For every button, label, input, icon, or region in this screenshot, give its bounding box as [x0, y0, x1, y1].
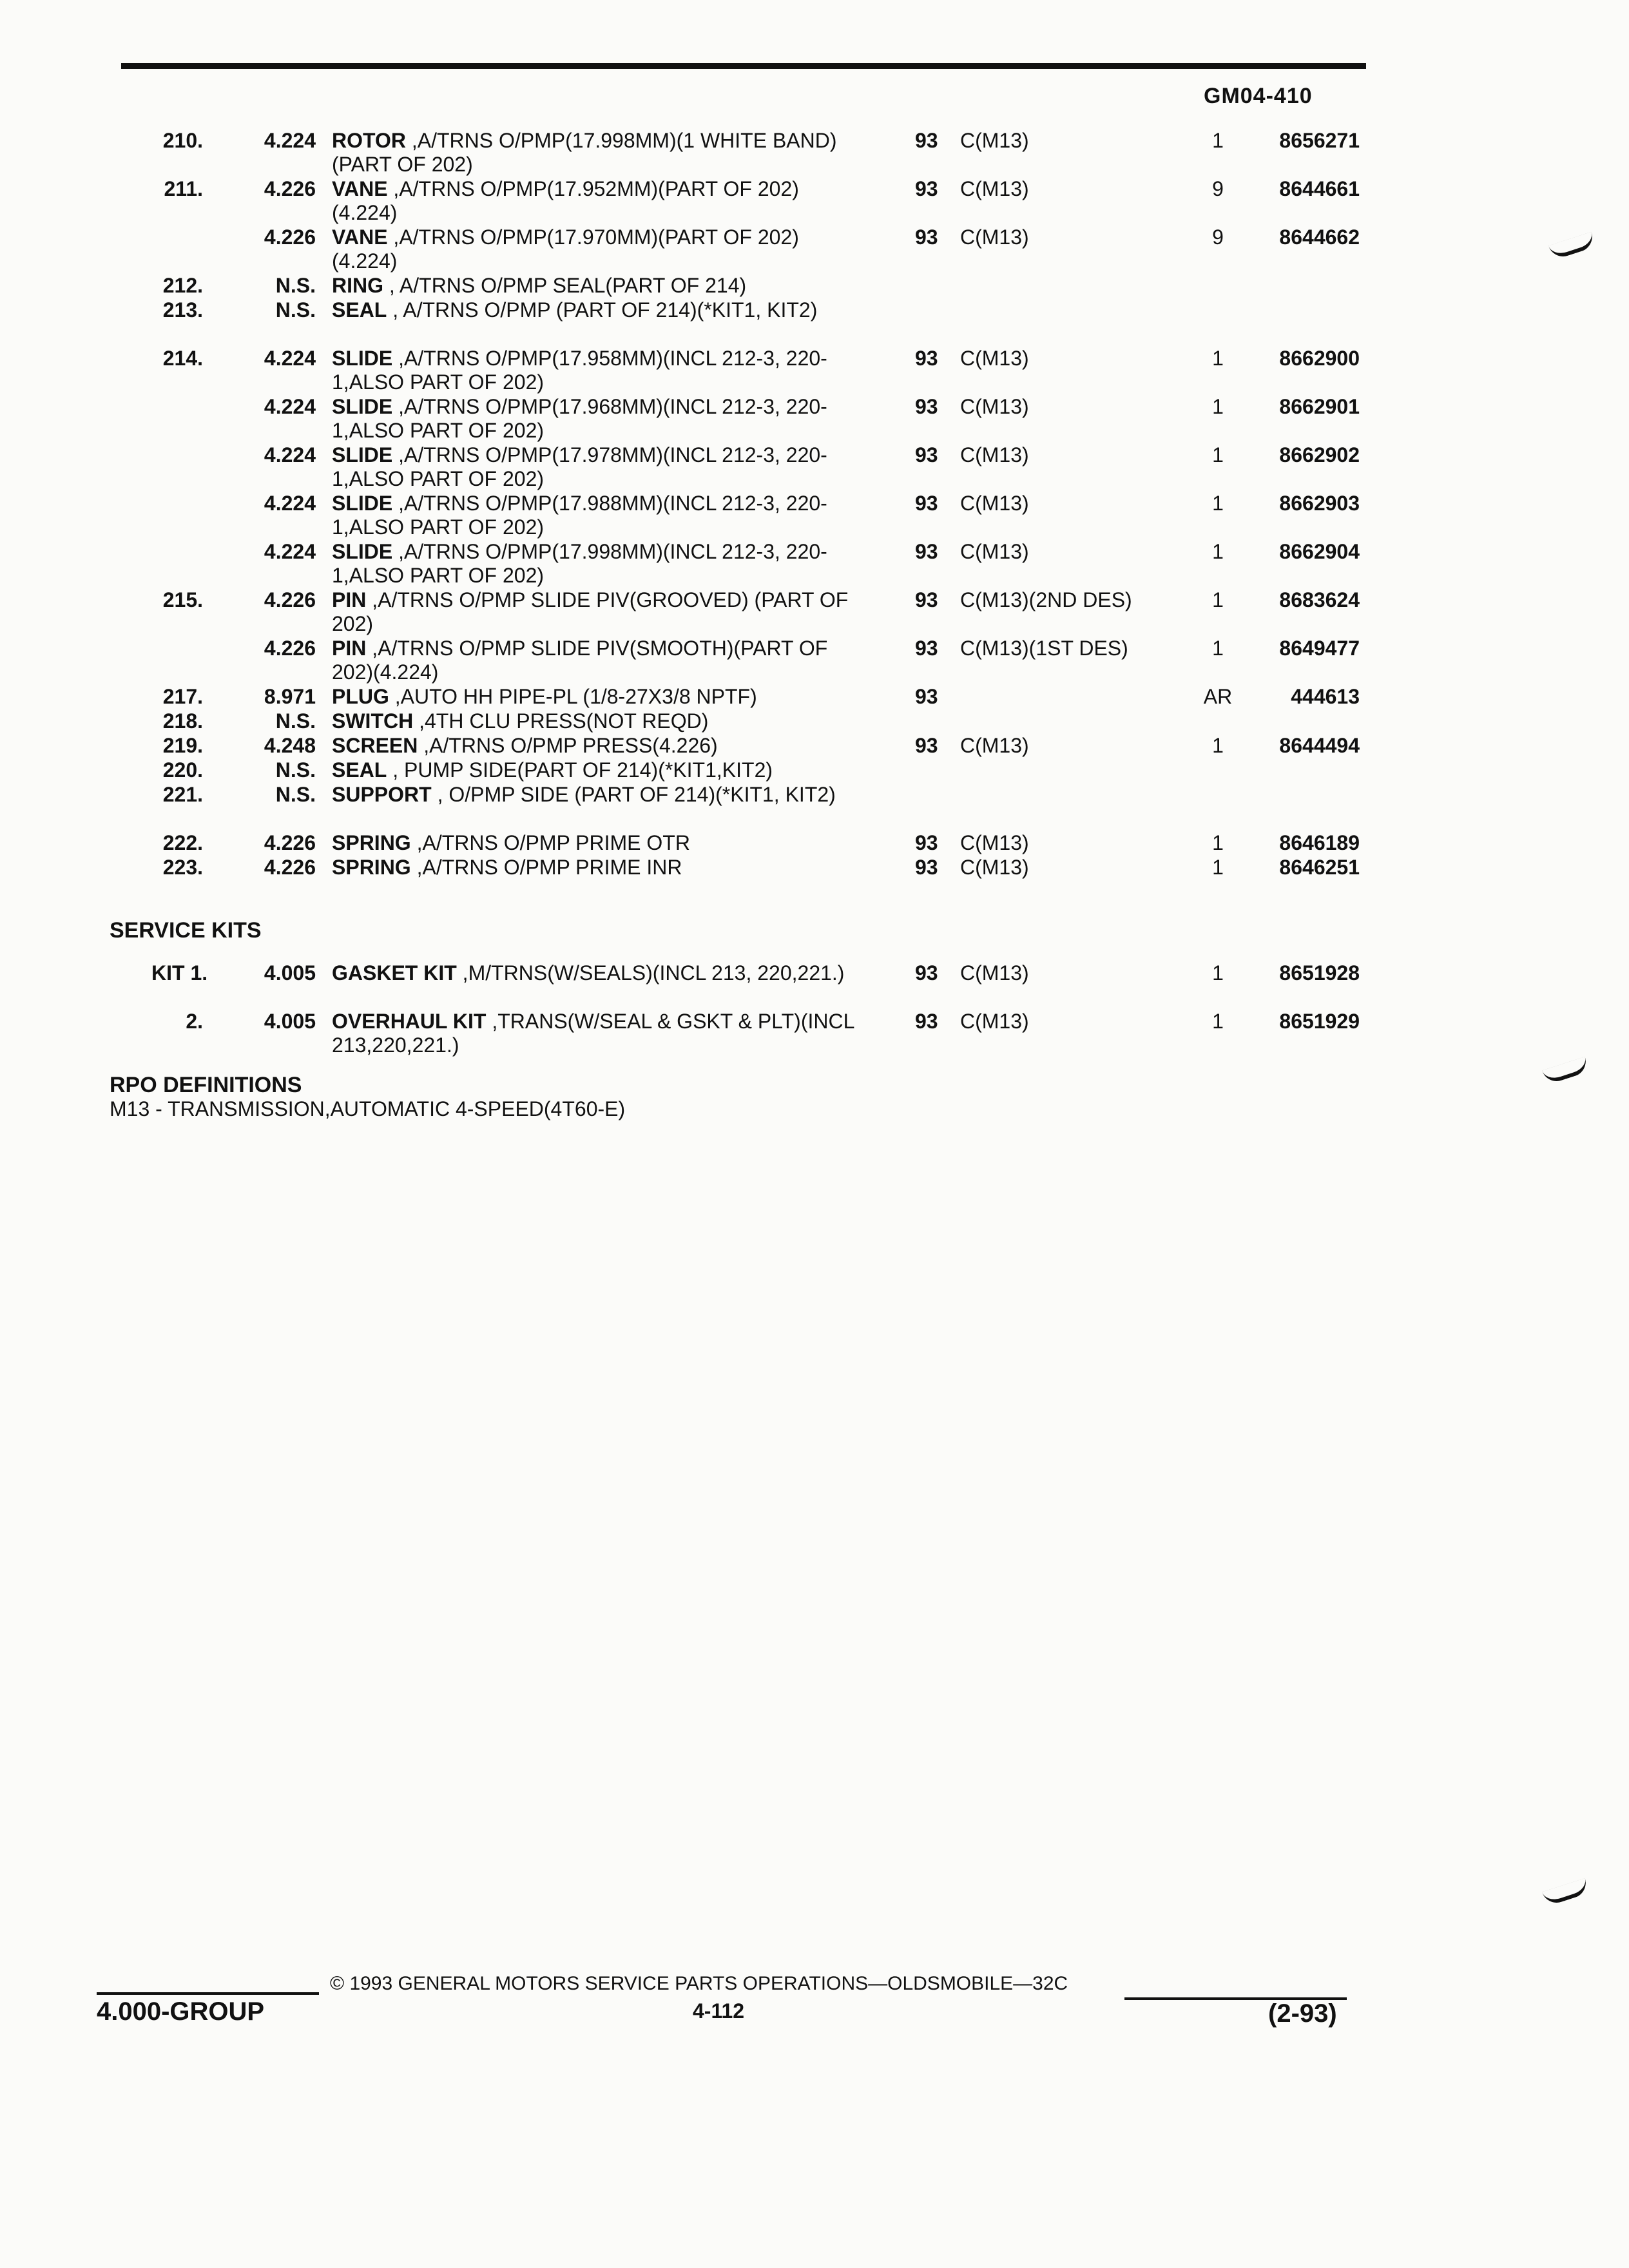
part-number: 444613	[1291, 685, 1360, 708]
service-kits-heading: SERVICE KITS	[110, 918, 262, 943]
quantity: 1	[1212, 492, 1224, 515]
table-row	[0, 347, 1629, 395]
table-row	[0, 709, 1629, 734]
group-number: N.S.	[275, 709, 316, 733]
quantity: 1	[1212, 961, 1224, 985]
part-detail: ,TRANS(W/SEAL & GSKT & PLT)(INCL 213,220,221.)	[332, 1010, 854, 1057]
part-name: OVERHAUL KIT	[332, 1010, 487, 1033]
part-description	[332, 637, 860, 684]
part-name: PLUG	[332, 685, 389, 708]
quantity: 1	[1212, 856, 1224, 879]
model-year: 93	[915, 1010, 938, 1033]
model-year: 93	[915, 734, 938, 757]
part-detail: ,A/TRNS O/PMP(17.998MM)(INCL 212-3, 220-1,ALSO PART OF 202)	[332, 540, 827, 587]
quantity: 9	[1212, 226, 1224, 249]
part-number: 8662902	[1279, 443, 1360, 466]
quantity: 1	[1212, 588, 1224, 611]
part-detail: ,A/TRNS O/PMP SLIDE PIV(GROOVED) (PART OF 202)	[332, 588, 849, 635]
part-detail: ,4TH CLU PRESS(NOT REQD)	[419, 709, 709, 733]
usage-condition: C(M13)	[960, 1010, 1029, 1033]
table-row	[0, 831, 1629, 856]
quantity: 1	[1212, 129, 1224, 152]
part-number: 8644662	[1279, 226, 1360, 249]
table-row	[0, 588, 1629, 637]
part-detail: ,A/TRNS O/PMP(17.970MM)(PART OF 202)(4.224)	[332, 226, 799, 273]
part-detail: , O/PMP SIDE (PART OF 214)(*KIT1, KIT2)	[437, 783, 836, 806]
part-detail: , A/TRNS O/PMP SEAL(PART OF 214)	[389, 274, 747, 297]
part-name: PIN	[332, 588, 367, 611]
model-year: 93	[915, 492, 938, 515]
part-description	[332, 347, 860, 394]
part-description	[332, 129, 860, 177]
table-row	[0, 758, 1629, 783]
part-description	[332, 395, 860, 443]
part-number: 8683624	[1279, 588, 1360, 611]
part-name: SEAL	[332, 298, 387, 322]
quantity: 1	[1212, 1010, 1224, 1033]
part-detail: ,A/TRNS O/PMP PRIME INR	[416, 856, 682, 879]
quantity: 9	[1212, 177, 1224, 200]
quantity: 1	[1212, 734, 1224, 757]
model-year: 93	[915, 831, 938, 854]
part-detail: , PUMP SIDE(PART OF 214)(*KIT1,KIT2)	[392, 758, 773, 782]
top-rule	[121, 63, 1366, 69]
part-name: SPRING	[332, 856, 411, 879]
model-year: 93	[915, 637, 938, 660]
model-year: 93	[915, 226, 938, 249]
part-detail: ,M/TRNS(W/SEALS)(INCL 213, 220,221.)	[462, 961, 845, 985]
table-row	[0, 540, 1629, 588]
part-detail: ,A/TRNS O/PMP(17.978MM)(INCL 212-3, 220-1,ALSO PART OF 202)	[332, 443, 827, 490]
table-row	[0, 129, 1629, 177]
part-description	[332, 709, 860, 733]
part-description	[332, 540, 860, 588]
part-number: 8662903	[1279, 492, 1360, 515]
usage-condition: C(M13)	[960, 540, 1029, 563]
footer-group: 4.000-GROUP	[97, 1997, 265, 2026]
part-name: SCREEN	[332, 734, 418, 757]
ref-number: KIT 1.	[151, 961, 208, 985]
group-number: 4.226	[264, 637, 316, 660]
part-name: VANE	[332, 226, 388, 249]
part-name: SWITCH	[332, 709, 414, 733]
part-name: PIN	[332, 637, 367, 660]
footer-date: (2-93)	[1268, 1999, 1337, 2028]
group-number: 4.226	[264, 856, 316, 879]
group-number: 4.248	[264, 734, 316, 757]
ref-number: 2.	[186, 1010, 203, 1033]
usage-condition: C(M13)	[960, 347, 1029, 370]
part-name: SLIDE	[332, 443, 393, 466]
group-number: 4.005	[264, 1010, 316, 1033]
usage-condition: C(M13)	[960, 831, 1029, 854]
part-detail: ,A/TRNS O/PMP PRESS(4.226)	[423, 734, 718, 757]
ref-number: 222.	[162, 831, 203, 854]
rpo-definition: M13 - TRANSMISSION,AUTOMATIC 4-SPEED(4T60-E)	[110, 1097, 626, 1120]
group-number: N.S.	[275, 758, 316, 782]
part-name: SLIDE	[332, 395, 393, 418]
part-name: GASKET KIT	[332, 961, 457, 985]
part-detail: ,A/TRNS O/PMP SLIDE PIV(SMOOTH)(PART OF 202)(4.224)	[332, 637, 828, 684]
part-detail: ,A/TRNS O/PMP(17.968MM)(INCL 212-3, 220-1,ALSO PART OF 202)	[332, 395, 827, 442]
model-year: 93	[915, 685, 938, 708]
part-description	[332, 177, 860, 225]
part-name: SLIDE	[332, 540, 393, 563]
ref-number: 213.	[162, 298, 203, 322]
table-row	[0, 1010, 1629, 1058]
ref-number: 214.	[162, 347, 203, 370]
group-number: 4.224	[264, 540, 316, 563]
part-description	[332, 226, 860, 273]
usage-condition: C(M13)	[960, 961, 1029, 985]
model-year: 93	[915, 347, 938, 370]
part-description	[332, 758, 860, 782]
part-detail: ,AUTO HH PIPE-PL (1/8-27X3/8 NPTF)	[394, 685, 757, 708]
part-number: 8662900	[1279, 347, 1360, 370]
model-year: 93	[915, 395, 938, 418]
table-row	[0, 961, 1629, 1010]
group-number: 4.226	[264, 588, 316, 611]
quantity: 1	[1212, 443, 1224, 466]
quantity: 1	[1212, 540, 1224, 563]
group-number: N.S.	[275, 783, 316, 806]
part-number: 8646189	[1279, 831, 1360, 854]
part-number: 8651928	[1279, 961, 1360, 985]
ref-number: 218.	[162, 709, 203, 733]
table-row	[0, 298, 1629, 347]
ref-number: 217.	[162, 685, 203, 708]
group-number: 8.971	[264, 685, 316, 708]
part-name: SUPPORT	[332, 783, 432, 806]
page-id: GM04-410	[1204, 84, 1313, 108]
part-description	[332, 1010, 860, 1057]
group-number: N.S.	[275, 298, 316, 322]
part-detail: ,A/TRNS O/PMP PRIME OTR	[416, 831, 690, 854]
part-name: SLIDE	[332, 492, 393, 515]
part-number: 8646251	[1279, 856, 1360, 879]
parts-list	[0, 129, 1629, 904]
service-kits-list	[0, 961, 1629, 1058]
part-number: 8656271	[1279, 129, 1360, 152]
model-year: 93	[915, 177, 938, 200]
quantity: AR	[1203, 685, 1233, 708]
table-row	[0, 443, 1629, 492]
table-row	[0, 637, 1629, 685]
table-row	[0, 734, 1629, 758]
ref-number: 211.	[164, 177, 203, 200]
group-number: 4.224	[264, 443, 316, 466]
part-description	[332, 734, 860, 758]
part-name: VANE	[332, 177, 388, 200]
part-name: ROTOR	[332, 129, 406, 152]
table-row	[0, 274, 1629, 298]
table-row	[0, 856, 1629, 904]
table-row	[0, 685, 1629, 709]
part-number: 8644661	[1279, 177, 1360, 200]
model-year: 93	[915, 129, 938, 152]
scan-mark	[1542, 1057, 1590, 1085]
part-name: RING	[332, 274, 383, 297]
scan-mark	[1542, 1878, 1590, 1907]
model-year: 93	[915, 588, 938, 611]
usage-condition: C(M13)	[960, 129, 1029, 152]
footer-page-number: 4-112	[693, 1999, 745, 2023]
ref-number: 220.	[162, 758, 203, 782]
part-description	[332, 588, 860, 636]
part-description	[332, 274, 860, 298]
group-number: 4.224	[264, 492, 316, 515]
model-year: 93	[915, 961, 938, 985]
model-year: 93	[915, 540, 938, 563]
usage-condition: C(M13)	[960, 395, 1029, 418]
table-row	[0, 783, 1629, 831]
ref-number: 210.	[162, 129, 203, 152]
quantity: 1	[1212, 347, 1224, 370]
group-number: N.S.	[275, 274, 316, 297]
usage-condition: C(M13)	[960, 492, 1029, 515]
group-number: 4.224	[264, 129, 316, 152]
table-row	[0, 226, 1629, 274]
part-number: 8662904	[1279, 540, 1360, 563]
part-description	[332, 298, 860, 322]
model-year: 93	[915, 443, 938, 466]
ref-number: 219.	[162, 734, 203, 757]
group-number: 4.226	[264, 226, 316, 249]
part-description	[332, 492, 860, 539]
group-number: 4.005	[264, 961, 316, 985]
part-description	[332, 856, 860, 879]
footer-rule-left	[97, 1992, 319, 1995]
part-detail: ,A/TRNS O/PMP(17.958MM)(INCL 212-3, 220-1,ALSO PART OF 202)	[332, 347, 827, 394]
part-number: 8649477	[1279, 637, 1360, 660]
part-detail: ,A/TRNS O/PMP(17.998MM)(1 WHITE BAND)(PART OF 202)	[332, 129, 837, 176]
model-year: 93	[915, 856, 938, 879]
quantity: 1	[1212, 831, 1224, 854]
usage-condition: C(M13)	[960, 734, 1029, 757]
part-name: SEAL	[332, 758, 387, 782]
part-description	[332, 961, 860, 985]
group-number: 4.224	[264, 347, 316, 370]
quantity: 1	[1212, 637, 1224, 660]
part-description	[332, 685, 860, 709]
ref-number: 212.	[162, 274, 203, 297]
part-name: SPRING	[332, 831, 411, 854]
part-detail: , A/TRNS O/PMP (PART OF 214)(*KIT1, KIT2)	[392, 298, 818, 322]
usage-condition: C(M13)	[960, 856, 1029, 879]
quantity: 1	[1212, 395, 1224, 418]
group-number: 4.226	[264, 177, 316, 200]
ref-number: 215.	[162, 588, 203, 611]
usage-condition: C(M13)(2ND DES)	[960, 588, 1132, 611]
usage-condition: C(M13)	[960, 443, 1029, 466]
part-detail: ,A/TRNS O/PMP(17.988MM)(INCL 212-3, 220-1,ALSO PART OF 202)	[332, 492, 827, 539]
ref-number: 221.	[162, 783, 203, 806]
part-detail: ,A/TRNS O/PMP(17.952MM)(PART OF 202)(4.224)	[332, 177, 799, 224]
part-description	[332, 831, 860, 855]
rpo-heading: RPO DEFINITIONS	[110, 1073, 302, 1097]
table-row	[0, 395, 1629, 443]
group-number: 4.226	[264, 831, 316, 854]
table-row	[0, 492, 1629, 540]
part-description	[332, 783, 860, 807]
group-number: 4.224	[264, 395, 316, 418]
footer-copyright: © 1993 GENERAL MOTORS SERVICE PARTS OPERATIONS—OLDSMOBILE—32C	[330, 1973, 1068, 1994]
part-number: 8651929	[1279, 1010, 1360, 1033]
usage-condition: C(M13)	[960, 226, 1029, 249]
usage-condition: C(M13)(1ST DES)	[960, 637, 1128, 660]
part-number: 8662901	[1279, 395, 1360, 418]
part-description	[332, 443, 860, 491]
table-row	[0, 177, 1629, 226]
ref-number: 223.	[162, 856, 203, 879]
part-number: 8644494	[1279, 734, 1360, 757]
part-name: SLIDE	[332, 347, 393, 370]
usage-condition: C(M13)	[960, 177, 1029, 200]
